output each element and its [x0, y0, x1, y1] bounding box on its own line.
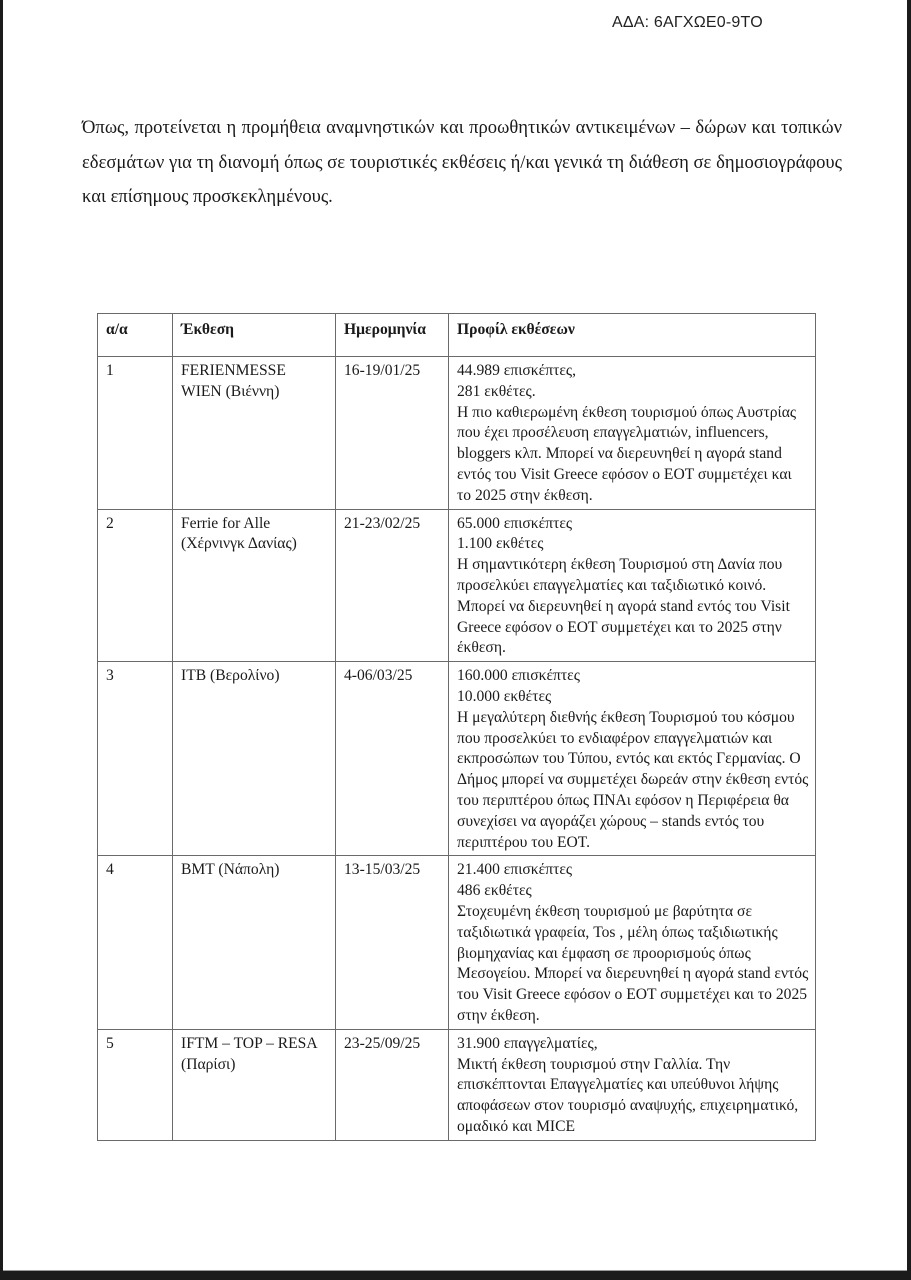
visitors-count: 160.000 επισκέπτες [457, 667, 580, 685]
exhibition-name: Ferrie for Alle (Χέρνινγκ Δανίας) [173, 509, 336, 662]
exhibition-date: 23-25/09/25 [336, 1029, 449, 1140]
ada-document-id: ΑΔΑ: 6ΑΓΧΩΕ0-9ΤΟ [612, 14, 763, 31]
column-header-profile: Προφίλ εκθέσεων [449, 314, 816, 357]
exhibition-profile [449, 1029, 816, 1140]
document-page [3, 0, 907, 1271]
exhibition-profile [449, 662, 816, 856]
profile-description: Μικτή έκθεση τουρισμού στην Γαλλία. Την επισκέπτονται Επαγγελματίες και υπεύθυνοι λήψης αποφάσεων στον τουρισμό αναψυχής, επιχειρηματικό, ομαδικό και MICE [457, 1055, 799, 1135]
profile-description: Στοχευμένη έκθεση τουρισμού με βαρύτητα σε ταξιδιωτικά γραφεία, Tos , μέλη όπως ταξιδιωτικής βιομηχανίας και έμφαση σε προορισμούς όπως Μεσογείου. Μπορεί να διερευνηθεί η αγορά stand εντός του Visit Greece εφόσον ο ΕΟΤ συμμετέχει και το 2025 στην έκθεση. [457, 902, 809, 1024]
column-header-number: α/α [98, 314, 173, 357]
visitors-count: 31.900 επαγγελματίες, [457, 1034, 598, 1052]
profile-description: Η πιο καθιερωμένη έκθεση τουρισμού όπως Αυστρίας που έχει προσέλευση επαγγελματιών, influencers, bloggers κλπ. Μπορεί να διερευνηθεί η αγορά stand εντός του Visit Greece εφόσον ο ΕΟΤ συμμετέχει και το 2025 στην έκθεση. [457, 403, 797, 504]
row-number: 2 [98, 509, 173, 662]
exhibitors-count: 10.000 εκθέτες [457, 687, 552, 705]
column-header-exhibition: Έκθεση [173, 314, 336, 357]
exhibition-name: FERIENMESSE WIEN (Βιέννη) [173, 357, 336, 510]
exhibitors-count: 486 εκθέτες [457, 882, 532, 900]
table-row [98, 1029, 816, 1140]
column-header-date: Ημερομηνία [336, 314, 449, 357]
profile-description: Η σημαντικότερη έκθεση Τουρισμού στη Δανία που προσελκύει επαγγελματίες και ταξιδιωτικό κοινό. Μπορεί να διερευνηθεί η αγορά stand εντός του Visit Greece εφόσον ο ΕΟΤ συμμετέχει και το 2025 στην έκθεση. [457, 556, 790, 657]
exhibition-date: 13-15/03/25 [336, 856, 449, 1029]
exhibitions-table [97, 313, 816, 1141]
exhibitors-count: 281 εκθέτες. [457, 382, 536, 400]
row-number: 4 [98, 856, 173, 1029]
exhibition-name: BMT (Νάπολη) [173, 856, 336, 1029]
exhibition-profile [449, 357, 816, 510]
exhibition-name: IFTM – TOP – RESA (Παρίσι) [173, 1029, 336, 1140]
visitors-count: 44.989 επισκέπτες, [457, 362, 576, 379]
table-row [98, 662, 816, 856]
row-number: 3 [98, 662, 173, 856]
intro-paragraph: Όπως, προτείνεται η προμήθεια αναμνηστικών και προωθητικών αντικειμένων – δώρων και τοπικών εδεσμάτων για τη διανομή όπως σε τουριστικές εκθέσεις ή/και γενικά τη διάθεση σε δημοσιογράφους και επίσημους προσκεκλημένους. [82, 117, 842, 207]
visitors-count: 21.400 επισκέπτες [457, 861, 573, 879]
table-row [98, 357, 816, 510]
row-number: 1 [98, 357, 173, 510]
table-row [98, 856, 816, 1029]
table-header-row [98, 314, 816, 357]
exhibition-profile [449, 509, 816, 662]
visitors-count: 65.000 επισκέπτες [457, 514, 573, 532]
table-row [98, 509, 816, 662]
exhibition-date: 4-06/03/25 [336, 662, 449, 856]
exhibition-date: 16-19/01/25 [336, 357, 449, 510]
exhibition-date: 21-23/02/25 [336, 509, 449, 662]
row-number: 5 [98, 1029, 173, 1140]
profile-description: Η μεγαλύτερη διεθνής έκθεση Τουρισμού του κόσμου που προσελκύει το ενδιαφέρον επαγγελματιών και εκπροσώπων του Τύπου, εντός και εκτός Γερμανίας. Ο Δήμος μπορεί να συμμετέχει δωρεάν στην έκθεση εντός του περιπτέρου όπως ΠΝΑι εφόσον η Περιφέρεια θα συνεχίσει να αγοράζει χώρους – stands εντός του περιπτέρου του ΕΟΤ. [457, 708, 809, 851]
exhibitors-count: 1.100 εκθέτες [457, 535, 544, 553]
exhibition-profile [449, 856, 816, 1029]
exhibition-name: ITB (Βερολίνο) [173, 662, 336, 856]
